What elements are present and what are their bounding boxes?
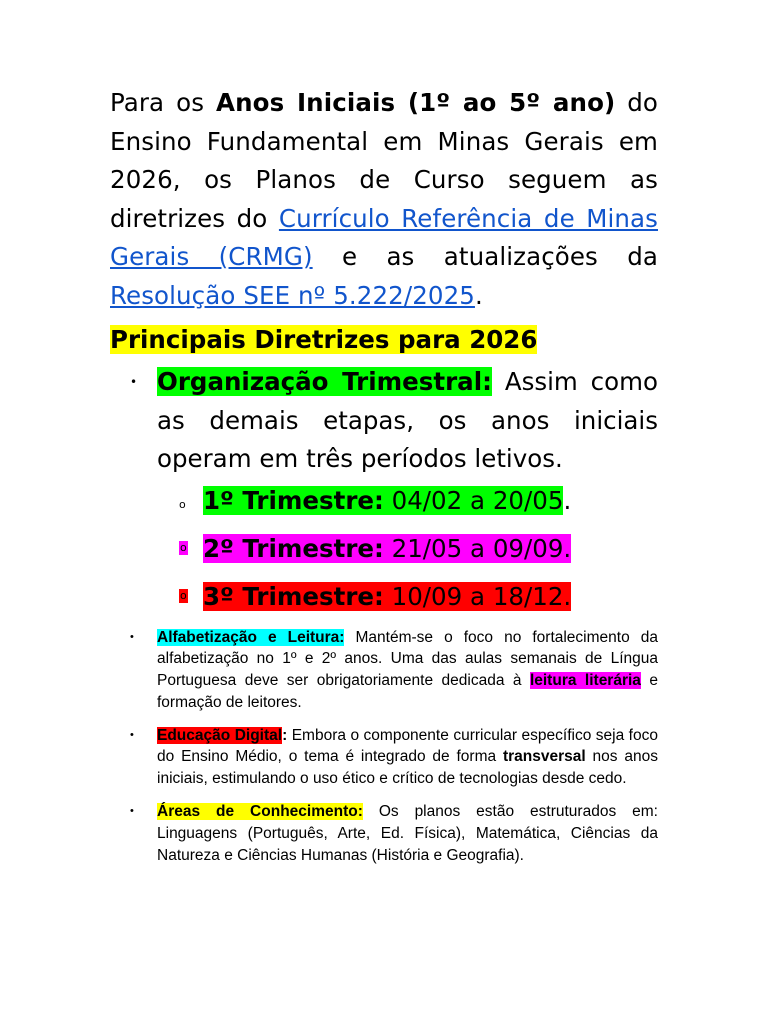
bullet-icon: • — [130, 375, 138, 389]
intro-text: do Ensino Fundamental em Minas Gerais em 2026, os Planos de Curso seguem as diretrizes do — [110, 88, 658, 233]
digital-text: Embora o componente curricular específico seja foco do Ensino Médio, o tema é integrado de forma — [157, 726, 658, 766]
trimester-item — [110, 483, 658, 519]
literacy-text: e formação de leitores. — [157, 672, 658, 711]
bullet-icon: • — [130, 728, 134, 741]
organization-label: Organização Trimestral: — [157, 367, 492, 396]
trimester-label: 1º Trimestre: — [203, 485, 384, 515]
trimester-label: 3º Trimestre: — [203, 581, 384, 611]
list-item-digital — [110, 725, 658, 790]
intro-text: e as atualizações da — [312, 242, 658, 271]
intro-bold: Anos Iniciais (1º ao 5º ano) — [216, 88, 616, 117]
bullet-icon: • — [130, 805, 134, 818]
trimester-highlight — [203, 486, 563, 515]
digital-text: nos anos iniciais, estimulando o uso ético e crítico de tecnologias desde cedo. — [157, 748, 658, 788]
literary-reading-highlight: leitura literária — [529, 672, 641, 690]
trimester-dates: 04/02 a 20/05 — [383, 485, 564, 515]
intro-text: . — [474, 280, 483, 310]
guidelines-list — [110, 363, 658, 615]
list-item-areas — [110, 801, 658, 866]
trimester-item — [110, 579, 658, 615]
circle-bullet-icon: o — [180, 588, 187, 602]
trimester-label: 2º Trimestre: — [203, 533, 384, 563]
digital-label: Educação Digital — [157, 726, 283, 744]
areas-label: Áreas de Conhecimento: — [157, 803, 363, 821]
digital-colon: : — [282, 726, 288, 744]
trimester-dates: 21/05 a 09/09. — [383, 533, 572, 563]
circle-bullet-icon: o — [179, 497, 186, 511]
literacy-label: Alfabetização e Leitura: — [157, 628, 345, 646]
trimester-highlight — [203, 582, 571, 611]
intro-text: Para os — [110, 88, 217, 117]
details-list — [110, 627, 658, 867]
section-heading — [110, 323, 658, 357]
intro-paragraph — [110, 84, 658, 315]
trimester-end: . — [563, 485, 572, 515]
list-item-organization — [110, 363, 658, 615]
trimester-highlight — [203, 534, 571, 563]
trimester-list — [110, 483, 658, 615]
bullet-icon: • — [130, 630, 134, 643]
organization-text: Assim como as demais etapas, os anos iniciais operam em três períodos letivos. — [157, 367, 658, 473]
areas-text: Os planos estão estruturados em: Linguagens (Português, Arte, Ed. Física), Matemática, Ciências da Natureza e Ciências Humanas (História e Geografia). — [157, 803, 658, 864]
crmg-link[interactable]: Currículo Referência de Minas Gerais (CRMG) — [110, 203, 658, 271]
trimester-item — [110, 531, 658, 567]
circle-bullet-icon: o — [180, 540, 187, 554]
resolution-link[interactable]: Resolução SEE nº 5.222/2025 — [110, 280, 475, 310]
transversal-bold: transversal — [502, 748, 586, 766]
section-heading-text: Principais Diretrizes para 2026 — [110, 325, 538, 354]
trimester-dates: 10/09 a 18/12. — [383, 581, 572, 611]
list-item-literacy — [110, 627, 658, 714]
literacy-text: Mantém-se o foco no fortalecimento da alfabetização no 1º e 2º anos. Uma das aulas semanais de Língua Portuguesa deve ser obrigatoriamente dedicada à — [157, 628, 658, 690]
document-page — [110, 84, 658, 877]
